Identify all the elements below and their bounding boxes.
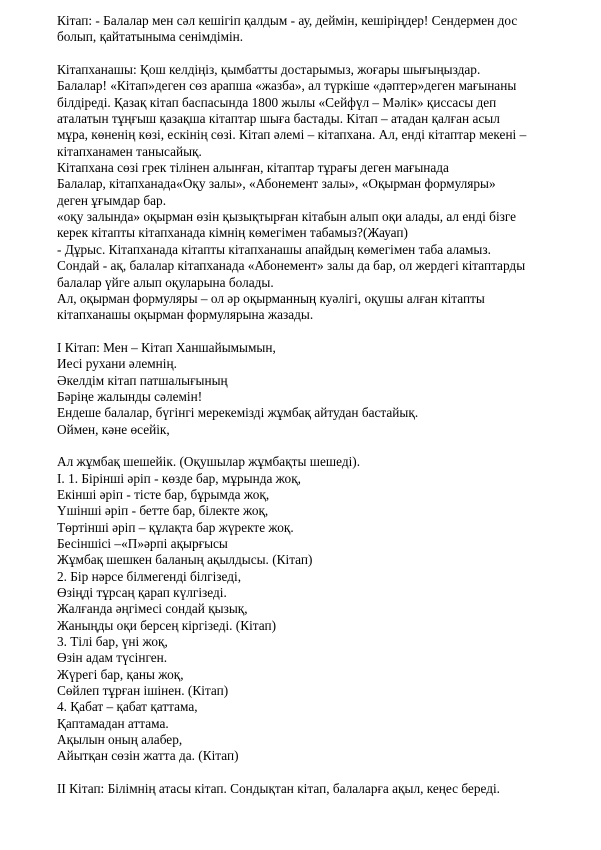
text-line: Ал жұмбақ шешейік. (Оқушылар жұмбақты шешеді). — [57, 454, 361, 470]
text-line: Кітапхана сөзі грек тілінен алынған, кітаптар тұрағы деген мағынада — [57, 160, 449, 176]
text-line: Ал, оқырман формуляры – ол әр оқырманның куәлігі, оқушы алған кітапты — [57, 290, 485, 306]
intro-paragraph — [57, 13, 577, 46]
text-line: болып, қайтатыныма сенімдімін. — [57, 29, 244, 45]
text-line: Үшінші әріп - бетте бар, білекте жоқ, — [57, 503, 269, 519]
text-line: Иесі рухани әлемнің. — [57, 356, 177, 372]
book-two-paragraph — [57, 781, 577, 797]
text-line: кітапханашы оқырман формулярына жазады. — [57, 307, 314, 323]
text-line: Ақылын оның алабер, — [57, 732, 183, 748]
text-line: Кітап: - Балалар мен сәл кешігіп қалдым - ау, деймін, кешіріңдер! Сендермен дос — [57, 13, 518, 28]
text-line: Жүрегі бар, қаны жоқ, — [57, 666, 184, 682]
text-line: I Кітап: Мен – Кітап Ханшайымымын, — [57, 339, 276, 355]
text-line: білдіреді. Қазақ кітап баспасында 1800 жылы «Сейфүл – Мәлік» қиссасы деп — [57, 94, 497, 110]
paragraph-gap — [57, 46, 577, 62]
text-line: Жұмбақ шешкен баланың ақылдысы. (Кітап) — [57, 552, 313, 568]
text-line: Кітапханашы: Қош келдіңіз, қымбатты достарымыз, жоғары шығыңыздар. — [57, 62, 481, 78]
paragraph-gap — [57, 438, 577, 454]
text-line: Өзін адам түсінген. — [57, 650, 168, 666]
text-line: Сөйлеп тұрған ішінен. (Кітап) — [57, 683, 229, 699]
text-line: Жаныңды оқи берсең кіргізеді. (Кітап) — [57, 617, 277, 633]
librarian-paragraph — [57, 62, 577, 324]
text-line: Төртінші әріп – құлақта бар жүректе жоқ. — [57, 519, 294, 535]
text-line: Сондай - ақ, балалар кітапханада «Абонемент» залы да бар, ол жердегі кітаптарды — [57, 258, 526, 274]
text-line: Оймен, кәне өсейік, — [57, 421, 170, 437]
text-line: Қаптамадан аттама. — [57, 715, 169, 731]
text-line: Жалғанда әңгімесі сондай қызық, — [57, 601, 248, 617]
text-line: II Кітап: Білімнің атасы кітап. Сондықтан кітап, балаларға ақыл, кеңес береді. — [57, 781, 500, 797]
text-line: 2. Бір нәрсе білмегенді білгізеді, — [57, 568, 242, 584]
text-line: Ендеше балалар, бүгінгі мерекемізді жұмбақ айтудан бастайық. — [57, 405, 419, 421]
text-line: аталатын тұңғыш қазақша кітаптар шыға бастады. Кітап – атадан қалған асыл — [57, 111, 500, 127]
text-line: I. 1. Бірінші әріп - көзде бар, мұрында жоқ, — [57, 470, 301, 486]
text-line: Балалар, кітапханада«Оқу залы», «Абонемент залы», «Оқырман формуляры» — [57, 176, 496, 192]
text-line: Өзіңді тұрсаң қарап күлгізеді. — [57, 585, 227, 601]
text-line: кітапханамен танысайық. — [57, 143, 202, 159]
text-line: керек кітапты кітапханада кімнің көмегімен табамыз?(Жауап) — [57, 225, 408, 241]
riddles-section — [57, 454, 577, 765]
text-line: балалар үйге алып оқуларына болады. — [57, 274, 274, 290]
text-line: 4. Қабат – қабат қаттама, — [57, 699, 198, 715]
text-line: 3. Тілі бар, үні жоқ, — [57, 634, 168, 650]
book-one-poem — [57, 340, 577, 438]
text-line: «оқу залында» оқырман өзін қызықтырған кітабын алып оқи алады, ал енді бізге — [57, 209, 517, 225]
text-line: Әкелдім кітап патшалығының — [57, 372, 228, 388]
document-page — [57, 13, 577, 798]
text-line: Айытқан сөзін жатта да. (Кітап) — [57, 748, 239, 764]
text-line: - Дұрыс. Кітапханада кітапты кітапханашы апайдың көмегімен таба аламыз. — [57, 241, 491, 257]
paragraph-gap — [57, 324, 577, 340]
text-line: Балалар! «Кітап»деген сөз арапша «жазба», ал түркіше «дәптер»деген мағынаны — [57, 78, 517, 94]
text-line: Екінші әріп - тісте бар, бұрымда жоқ, — [57, 486, 270, 502]
text-line: мұра, көненің көзі, ескінің сөзі. Кітап әлемі – кітапхана. Ал, енді кітаптар мекені – — [57, 127, 527, 143]
text-line: Бесіншісі –«П»әрпі ақырғысы — [57, 536, 228, 551]
text-line: Бәріңе жалынды сәлемін! — [57, 388, 203, 404]
paragraph-gap — [57, 765, 577, 781]
text-line: деген ұғымдар бар. — [57, 192, 167, 208]
